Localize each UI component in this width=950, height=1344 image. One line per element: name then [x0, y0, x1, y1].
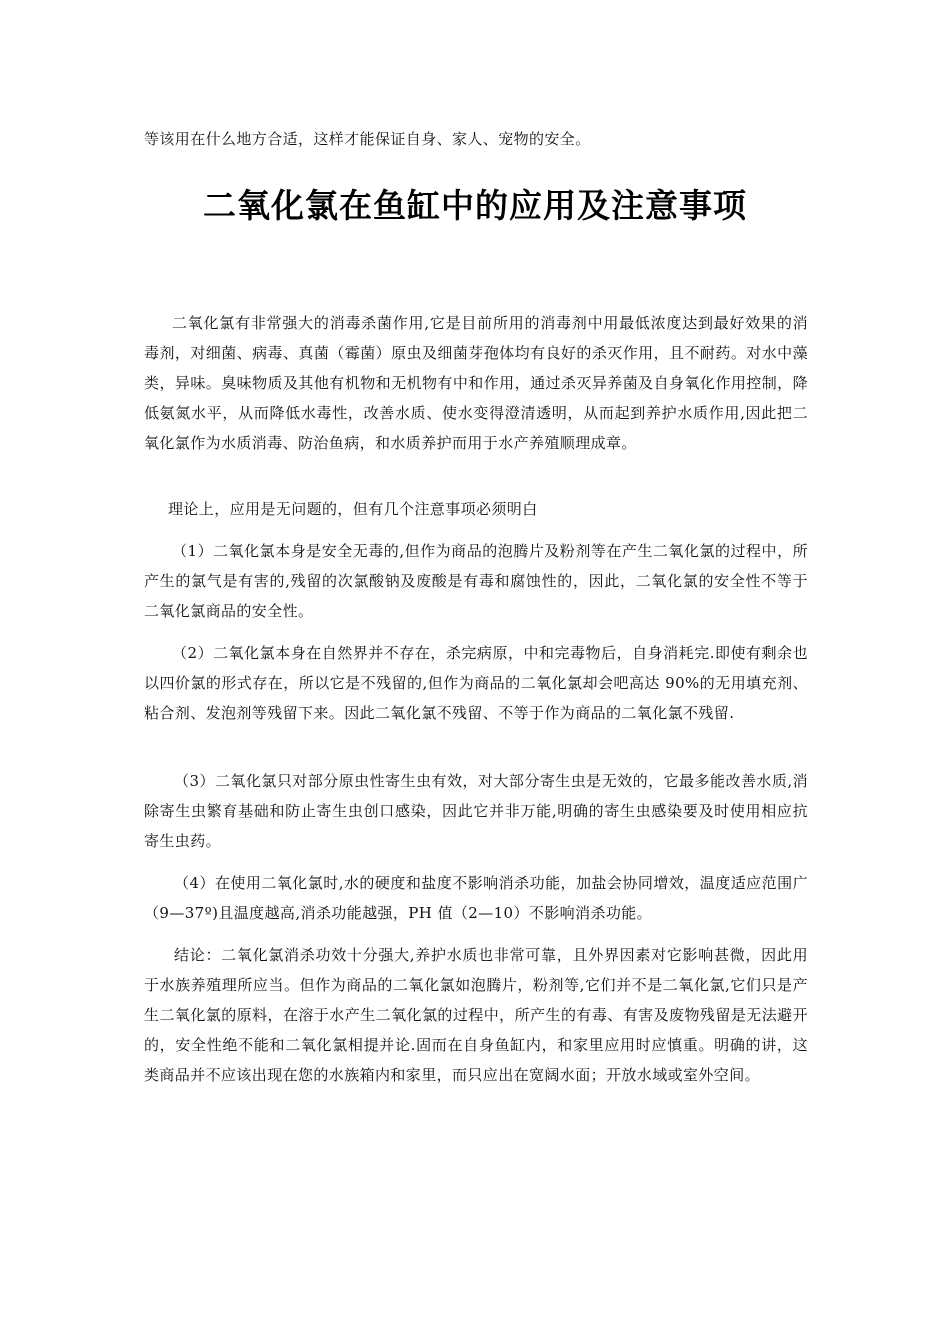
paragraph-conclusion: 结论：二氧化氯消杀功效十分强大,养护水质也非常可靠，且外界因素对它影响甚微，因此用于水族养殖理所应当。但作为商品的二氧化氯如泡腾片，粉剂等,它们并不是二氧化氯,它们只是产生二氧化氯的原料，在溶于水产生二氧化氯的过程中，所产生的有毒、有害及废物残留是无法避开的，安全性绝不能和二氧化氯相提并论.固而在自身鱼缸内，和家里应用时应慎重。明确的讲，这类商品并不应该出现在您的水族箱内和家里，而只应出在宽阔水面；开放水域或室外空间。 — [144, 946, 808, 1084]
page-title: 二氧化氯在鱼缸中的应用及注意事项 — [203, 186, 747, 225]
lead-line: 等该用在什么地方合适，这样才能保证自身、家人、宠物的安全。 — [144, 130, 591, 148]
paragraph-point-2: （2）二氧化氯本身在自然界并不存在，杀完病原，中和完毒物后，自身消耗完.即使有剩余也以四价氯的形式存在，所以它是不残留的,但作为商品的二氧化氯却会吧高达 90%的无用填充剂、粘合剂、发泡剂等残留下来。因此二氧化氯不残留、不等于作为商品的二氧化氯不残留. — [144, 644, 808, 722]
paragraph-point-4: （4）在使用二氧化氯时,水的硬度和盐度不影响消杀功能，加盐会协同增效，温度适应范围广（9—37º)且温度越高,消杀功能越强，PH 值（2—10）不影响消杀功能。 — [144, 874, 808, 922]
paragraph-intro: 二氧化氯有非常强大的消毒杀菌作用,它是目前所用的消毒剂中用最低浓度达到最好效果的消毒剂，对细菌、病毒、真菌（霉菌）原虫及细菌芽孢体均有良好的杀灭作用，且不耐药。对水中藻类，异味。臭味物质及其他有机物和无机物有中和作用，通过杀灭异养菌及自身氧化作用控制，降低氨氮水平，从而降低水毒性，改善水质、使水变得澄清透明，从而起到养护水质作用,因此把二氧化氯作为水质消毒、防治鱼病，和水质养护而用于水产养殖顺理成章。 — [144, 314, 808, 452]
paragraph-point-1: （1）二氧化氯本身是安全无毒的,但作为商品的泡腾片及粉剂等在产生二氧化氯的过程中，所产生的氯气是有害的,残留的次氯酸钠及废酸是有毒和腐蚀性的，因此，二氧化氯的安全性不等于二氧化氯商品的安全性。 — [144, 542, 808, 620]
paragraph-notice: 理论上，应用是无问题的，但有几个注意事项必须明白 — [168, 500, 538, 518]
paragraph-point-3: （3）二氧化氯只对部分原虫性寄生虫有效，对大部分寄生虫是无效的，它最多能改善水质,消除寄生虫繁育基础和防止寄生虫创口感染，因此它并非万能,明确的寄生虫感染要及时使用相应抗寄生虫药。 — [144, 772, 808, 850]
